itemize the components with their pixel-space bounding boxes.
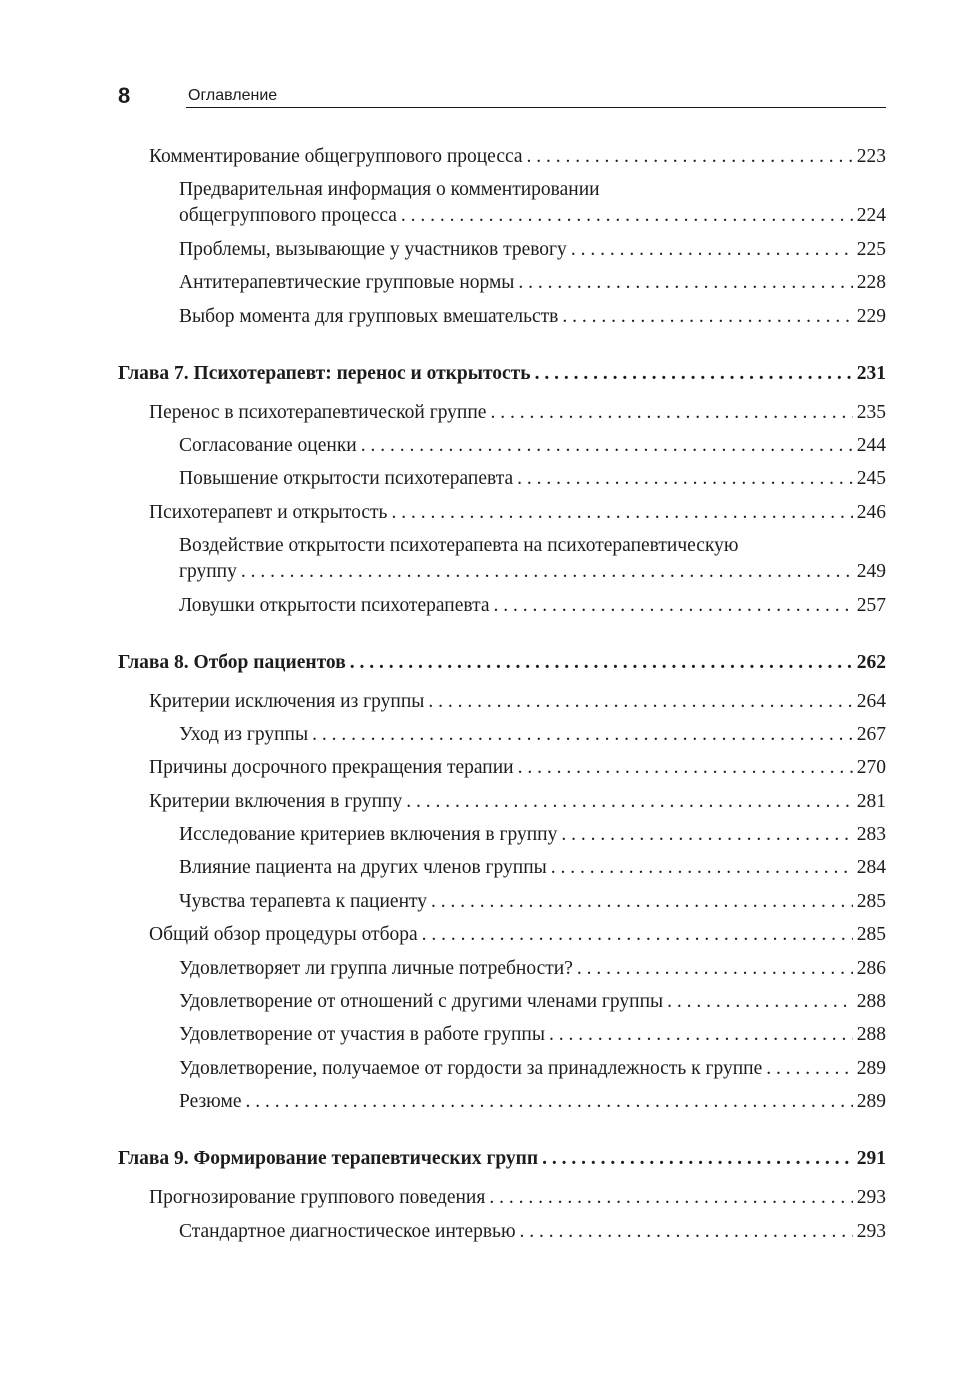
toc-entry-title: Согласование оценки [179, 434, 357, 456]
toc-entry-page: 235 [856, 401, 886, 423]
toc-entry-title: Чувства терапевта к пациенту [179, 890, 428, 912]
toc-entry-page: 264 [856, 690, 886, 712]
running-title: Оглавление [188, 87, 278, 104]
dot-leader [562, 304, 852, 330]
toc-entry-page: 285 [856, 924, 886, 946]
toc-entry[interactable] [118, 722, 886, 748]
toc-entry-title: Удовлетворение, получаемое от гордости за принадлежность к группе [179, 1057, 763, 1079]
toc-chapter-title: Глава 8. Отбор пациентов [118, 651, 346, 673]
dot-leader [422, 922, 853, 948]
toc-entry[interactable] [118, 144, 886, 170]
toc-chapter-title: Глава 9. Формирование терапевтических групп [118, 1148, 539, 1170]
dot-leader [406, 789, 853, 815]
dot-leader [490, 400, 852, 426]
toc-entry-title: Общий обзор процедуры отбора [149, 924, 418, 946]
toc-entry-title: Проблемы, вызывающие у участников тревогу [179, 238, 567, 260]
header-rule [186, 107, 886, 108]
toc-chapter[interactable] [118, 1146, 886, 1172]
toc-entry[interactable] [118, 822, 886, 848]
toc-entry-page: 225 [856, 238, 886, 260]
toc-entry-title: Резюме [179, 1091, 242, 1113]
toc-entry-title: Комментирование общегруппового процесса [149, 146, 523, 167]
toc-entry-page: 286 [856, 957, 886, 979]
toc-entry[interactable] [118, 689, 886, 715]
toc-entry-title: Причины досрочного прекращения терапии [149, 757, 514, 779]
dot-leader [518, 270, 852, 296]
toc-entry-page: 249 [856, 561, 886, 583]
dot-leader [549, 1022, 853, 1048]
toc-entry-title: Влияние пациента на других членов группы [179, 857, 547, 879]
toc-entry[interactable] [118, 1056, 886, 1082]
toc-entry-title: Удовлетворение от отношений с другими членами группы [179, 991, 664, 1013]
dot-leader [766, 1056, 853, 1082]
dot-leader [518, 755, 853, 781]
dot-leader [577, 956, 853, 982]
toc-entry[interactable] [118, 270, 886, 296]
dot-leader [246, 1089, 853, 1115]
toc-entry-title: Повышение открытости психотерапевта [179, 468, 514, 490]
dot-leader [527, 144, 853, 170]
toc-entry-title: общегруппового процесса [179, 205, 397, 227]
toc-chapter-page: 262 [856, 651, 886, 673]
dot-leader [312, 722, 853, 748]
toc-entry-page: 284 [856, 857, 886, 879]
toc-entry-page: 224 [856, 205, 886, 227]
toc-entry-page: 270 [856, 757, 886, 779]
toc-entry-title: Выбор момента для групповых вмешательств [179, 305, 559, 327]
toc-entry[interactable] [118, 500, 886, 526]
toc-entry-title: Удовлетворение от участия в работе группы [179, 1024, 545, 1046]
toc-entry-title: Перенос в психотерапевтической группе [149, 401, 487, 423]
toc-entry-title: Прогнозирование группового поведения [149, 1187, 486, 1209]
toc-entry-title: Психотерапевт и открытость [149, 501, 388, 523]
toc-entry-title: группу [179, 561, 237, 583]
toc-entry-title: Антитерапевтические групповые нормы [179, 272, 515, 294]
toc-entry-title-line[interactable]: Предварительная информация о комментировании [179, 179, 600, 201]
toc-entry[interactable] [118, 433, 886, 459]
toc-entry-title: Ловушки открытости психотерапевта [179, 594, 490, 616]
dot-leader [494, 593, 853, 619]
toc-entry[interactable] [118, 1089, 886, 1115]
dot-leader [551, 855, 853, 881]
toc-entry-page: 228 [856, 272, 886, 294]
toc-entry-title: Уход из группы [179, 723, 309, 745]
dot-leader [401, 203, 853, 229]
toc-entry[interactable] [118, 789, 886, 815]
toc-entry[interactable] [118, 1219, 886, 1245]
toc-entry[interactable] [118, 855, 886, 881]
dot-leader [517, 466, 853, 492]
dot-leader [667, 989, 853, 1015]
toc-entry[interactable] [118, 989, 886, 1015]
toc-entry-page: 246 [856, 501, 886, 523]
dot-leader [391, 500, 852, 526]
toc-entry[interactable] [118, 889, 886, 915]
dot-leader [428, 689, 852, 715]
toc-entry[interactable] [118, 237, 886, 263]
toc-entry-title: Исследование критериев включения в группу [179, 824, 558, 846]
toc-entry[interactable] [118, 593, 886, 619]
toc-entry-title: Стандартное диагностическое интервью [179, 1220, 516, 1242]
toc-chapter-page: 291 [856, 1148, 886, 1170]
toc-entry-page: 288 [856, 991, 886, 1013]
table-of-contents [118, 144, 886, 1245]
toc-entry-page: 283 [856, 824, 886, 846]
toc-chapter-title: Глава 7. Психотерапевт: перенос и открытость [118, 362, 531, 384]
page-header [116, 82, 886, 112]
toc-entry[interactable] [118, 203, 886, 229]
toc-entry-page: 281 [856, 790, 886, 812]
toc-entry-page: 289 [856, 1091, 886, 1113]
dot-leader [361, 433, 853, 459]
toc-entry[interactable] [118, 466, 886, 492]
toc-chapter[interactable] [118, 361, 886, 387]
toc-entry[interactable] [118, 755, 886, 781]
toc-entry-title: Удовлетворяет ли группа личные потребности? [179, 957, 573, 979]
dot-leader [489, 1185, 852, 1211]
toc-entry-page: 257 [856, 594, 886, 616]
toc-entry-page: 244 [856, 434, 886, 456]
toc-entry-title-line[interactable]: Воздействие открытости психотерапевта на психотерапевтическую [179, 535, 739, 557]
toc-entry[interactable] [118, 1022, 886, 1048]
toc-entry-title: Критерии исключения из группы [149, 690, 425, 712]
dot-leader [535, 361, 853, 387]
toc-entry-page: 245 [856, 468, 886, 490]
toc-entry[interactable] [118, 922, 886, 948]
dot-leader [350, 650, 853, 676]
toc-entry[interactable] [118, 400, 886, 426]
toc-entry-page: 293 [856, 1187, 886, 1209]
dot-leader [241, 559, 853, 585]
toc-entry[interactable] [118, 956, 886, 982]
toc-chapter[interactable] [118, 650, 886, 676]
dot-leader [431, 889, 853, 915]
toc-entry-page: 229 [856, 305, 886, 327]
toc-chapter-page: 231 [856, 362, 886, 384]
toc-entry-page: 288 [856, 1024, 886, 1046]
toc-entry-title: Критерии включения в группу [149, 790, 403, 812]
dot-leader [561, 822, 852, 848]
toc-entry[interactable] [118, 304, 886, 330]
toc-entry[interactable] [118, 1185, 886, 1211]
toc-entry-page: 285 [856, 890, 886, 912]
toc-entry-page: 223 [856, 146, 886, 167]
toc-entry-page: 267 [856, 723, 886, 745]
toc-entry[interactable] [118, 559, 886, 585]
dot-leader [542, 1146, 853, 1172]
dot-leader [571, 237, 853, 263]
dot-leader [520, 1219, 853, 1245]
toc-entry-page: 293 [856, 1220, 886, 1242]
page-number: 8 [118, 83, 131, 108]
toc-entry-page: 289 [856, 1057, 886, 1079]
